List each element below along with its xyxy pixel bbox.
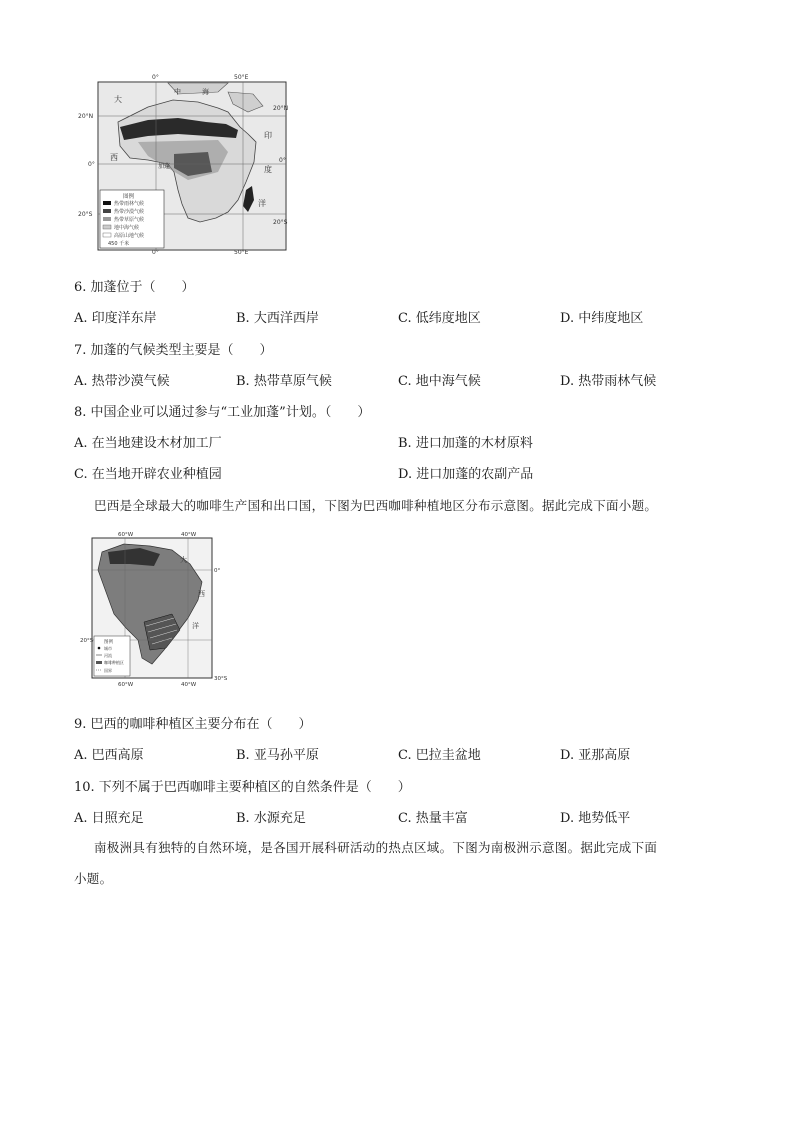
- africa-region-6: 度: [264, 165, 272, 174]
- brazil-region-2: 洋: [192, 622, 199, 630]
- africa-scale: 450 千米: [108, 241, 130, 247]
- brazil-legend-item-2: 咖啡种植区: [104, 660, 124, 665]
- africa-lon-top-1: 50°E: [234, 74, 249, 81]
- africa-lat-left-2: 20°S: [78, 211, 93, 218]
- q6-option-b[interactable]: B. 大西洋西岸: [236, 311, 319, 326]
- q10-option-b[interactable]: B. 水源充足: [236, 811, 306, 826]
- q7-option-b[interactable]: B. 热带草原气候: [236, 374, 332, 389]
- brazil-legend-item-0: 城市: [104, 646, 112, 651]
- africa-lon-bottom-0: 0°: [152, 249, 159, 254]
- brazil-lat-0: 0°: [214, 568, 221, 574]
- africa-lon-bottom-1: 50°E: [234, 249, 249, 254]
- africa-region-0: 大: [114, 95, 122, 104]
- q8-option-d[interactable]: D. 进口加蓬的农副产品: [398, 467, 534, 482]
- africa-region-7: 洋: [258, 199, 266, 208]
- brazil-legend-title: 图例: [104, 640, 113, 645]
- q7-stem: 7. 加蓬的气候类型主要是（ ）: [74, 343, 273, 358]
- africa-lat-right-0: 20°N: [273, 105, 289, 112]
- brazil-lon-top-0: 60°W: [118, 532, 134, 538]
- africa-region-1: 西: [110, 153, 118, 162]
- q9-option-a[interactable]: A. 巴西高原: [74, 748, 144, 763]
- q6-option-a[interactable]: A. 印度洋东岸: [74, 311, 157, 326]
- brazil-lon-bottom-1: 40°W: [181, 682, 197, 688]
- africa-lat-right-2: 20°S: [273, 219, 288, 226]
- brazil-lat-1: 20°S: [80, 638, 94, 644]
- africa-lat-right-1: 0°: [279, 157, 286, 164]
- africa-legend-item-0: 热带雨林气候: [114, 201, 145, 207]
- q8-option-c[interactable]: C. 在当地开辟农业种植园: [74, 467, 222, 482]
- q8-stem: 8. 中国企业可以通过参与“工业加蓬”计划。（ ）: [74, 405, 371, 420]
- q9-option-b[interactable]: B. 亚马孙平原: [236, 748, 319, 763]
- africa-legend-title: 图例: [123, 194, 135, 200]
- q9-stem: 9. 巴西的咖啡种植区主要分布在（ ）: [74, 717, 312, 732]
- brazil-region-0: 大: [180, 556, 187, 564]
- q10-option-a[interactable]: A. 日照充足: [74, 811, 144, 826]
- q6-option-d[interactable]: D. 中纬度地区: [560, 311, 644, 326]
- africa-legend-item-4: 高原山地气候: [114, 233, 145, 239]
- africa-legend-item-2: 热带草原气候: [114, 217, 145, 223]
- africa-legend-item-1: 热带沙漠气候: [114, 209, 145, 215]
- africa-region-3: 中: [174, 88, 181, 96]
- q10-stem: 10. 下列不属于巴西咖啡主要种植区的自然条件是（ ）: [74, 780, 411, 795]
- africa-region-5: 印: [264, 131, 272, 140]
- q7-option-d[interactable]: D. 热带雨林气候: [560, 374, 657, 389]
- africa-lon-top-0: 0°: [152, 74, 159, 81]
- brazil-lon-bottom-0: 60°W: [118, 682, 134, 688]
- brazil-intro-text: 巴西是全球最大的咖啡生产国和出口国，下图为巴西咖啡种植地区分布示意图。据此完成下面小题。: [94, 498, 658, 513]
- brazil-region-1: 西: [198, 590, 205, 598]
- q10-option-c[interactable]: C. 热量丰富: [398, 811, 468, 826]
- africa-lat-left-0: 20°N: [78, 113, 94, 120]
- africa-region-gabon: 加蓬: [158, 163, 171, 170]
- q7-option-a[interactable]: A. 热带沙漠气候: [74, 374, 170, 389]
- africa-region-4: 海: [202, 88, 209, 96]
- q8-option-b[interactable]: B. 进口加蓬的木材原料: [398, 436, 533, 451]
- antarctica-intro-line1: 南极洲具有独特的自然环境，是各国开展科研活动的热点区域。下图为南极洲示意图。据此完成下面: [94, 840, 658, 855]
- q8-option-a[interactable]: A. 在当地建设木材加工厂: [74, 436, 222, 451]
- africa-map: [78, 72, 296, 254]
- brazil-legend-item-3: 国界: [104, 668, 112, 673]
- africa-lat-left-1: 0°: [88, 161, 95, 168]
- brazil-map: [80, 530, 230, 688]
- q9-option-c[interactable]: C. 巴拉圭盆地: [398, 748, 481, 763]
- q7-option-c[interactable]: C. 地中海气候: [398, 374, 481, 389]
- q10-option-d[interactable]: D. 地势低平: [560, 811, 631, 826]
- antarctica-intro-line2: 小题。: [74, 871, 113, 886]
- q6-option-c[interactable]: C. 低纬度地区: [398, 311, 481, 326]
- q9-option-d[interactable]: D. 亚那高原: [560, 748, 631, 763]
- brazil-lat-2: 30°S: [214, 676, 228, 682]
- brazil-lon-top-1: 40°W: [181, 532, 197, 538]
- q6-stem: 6. 加蓬位于（ ）: [74, 280, 195, 295]
- brazil-legend-item-1: 河流: [104, 653, 112, 658]
- africa-legend-item-3: 地中海气候: [114, 225, 140, 231]
